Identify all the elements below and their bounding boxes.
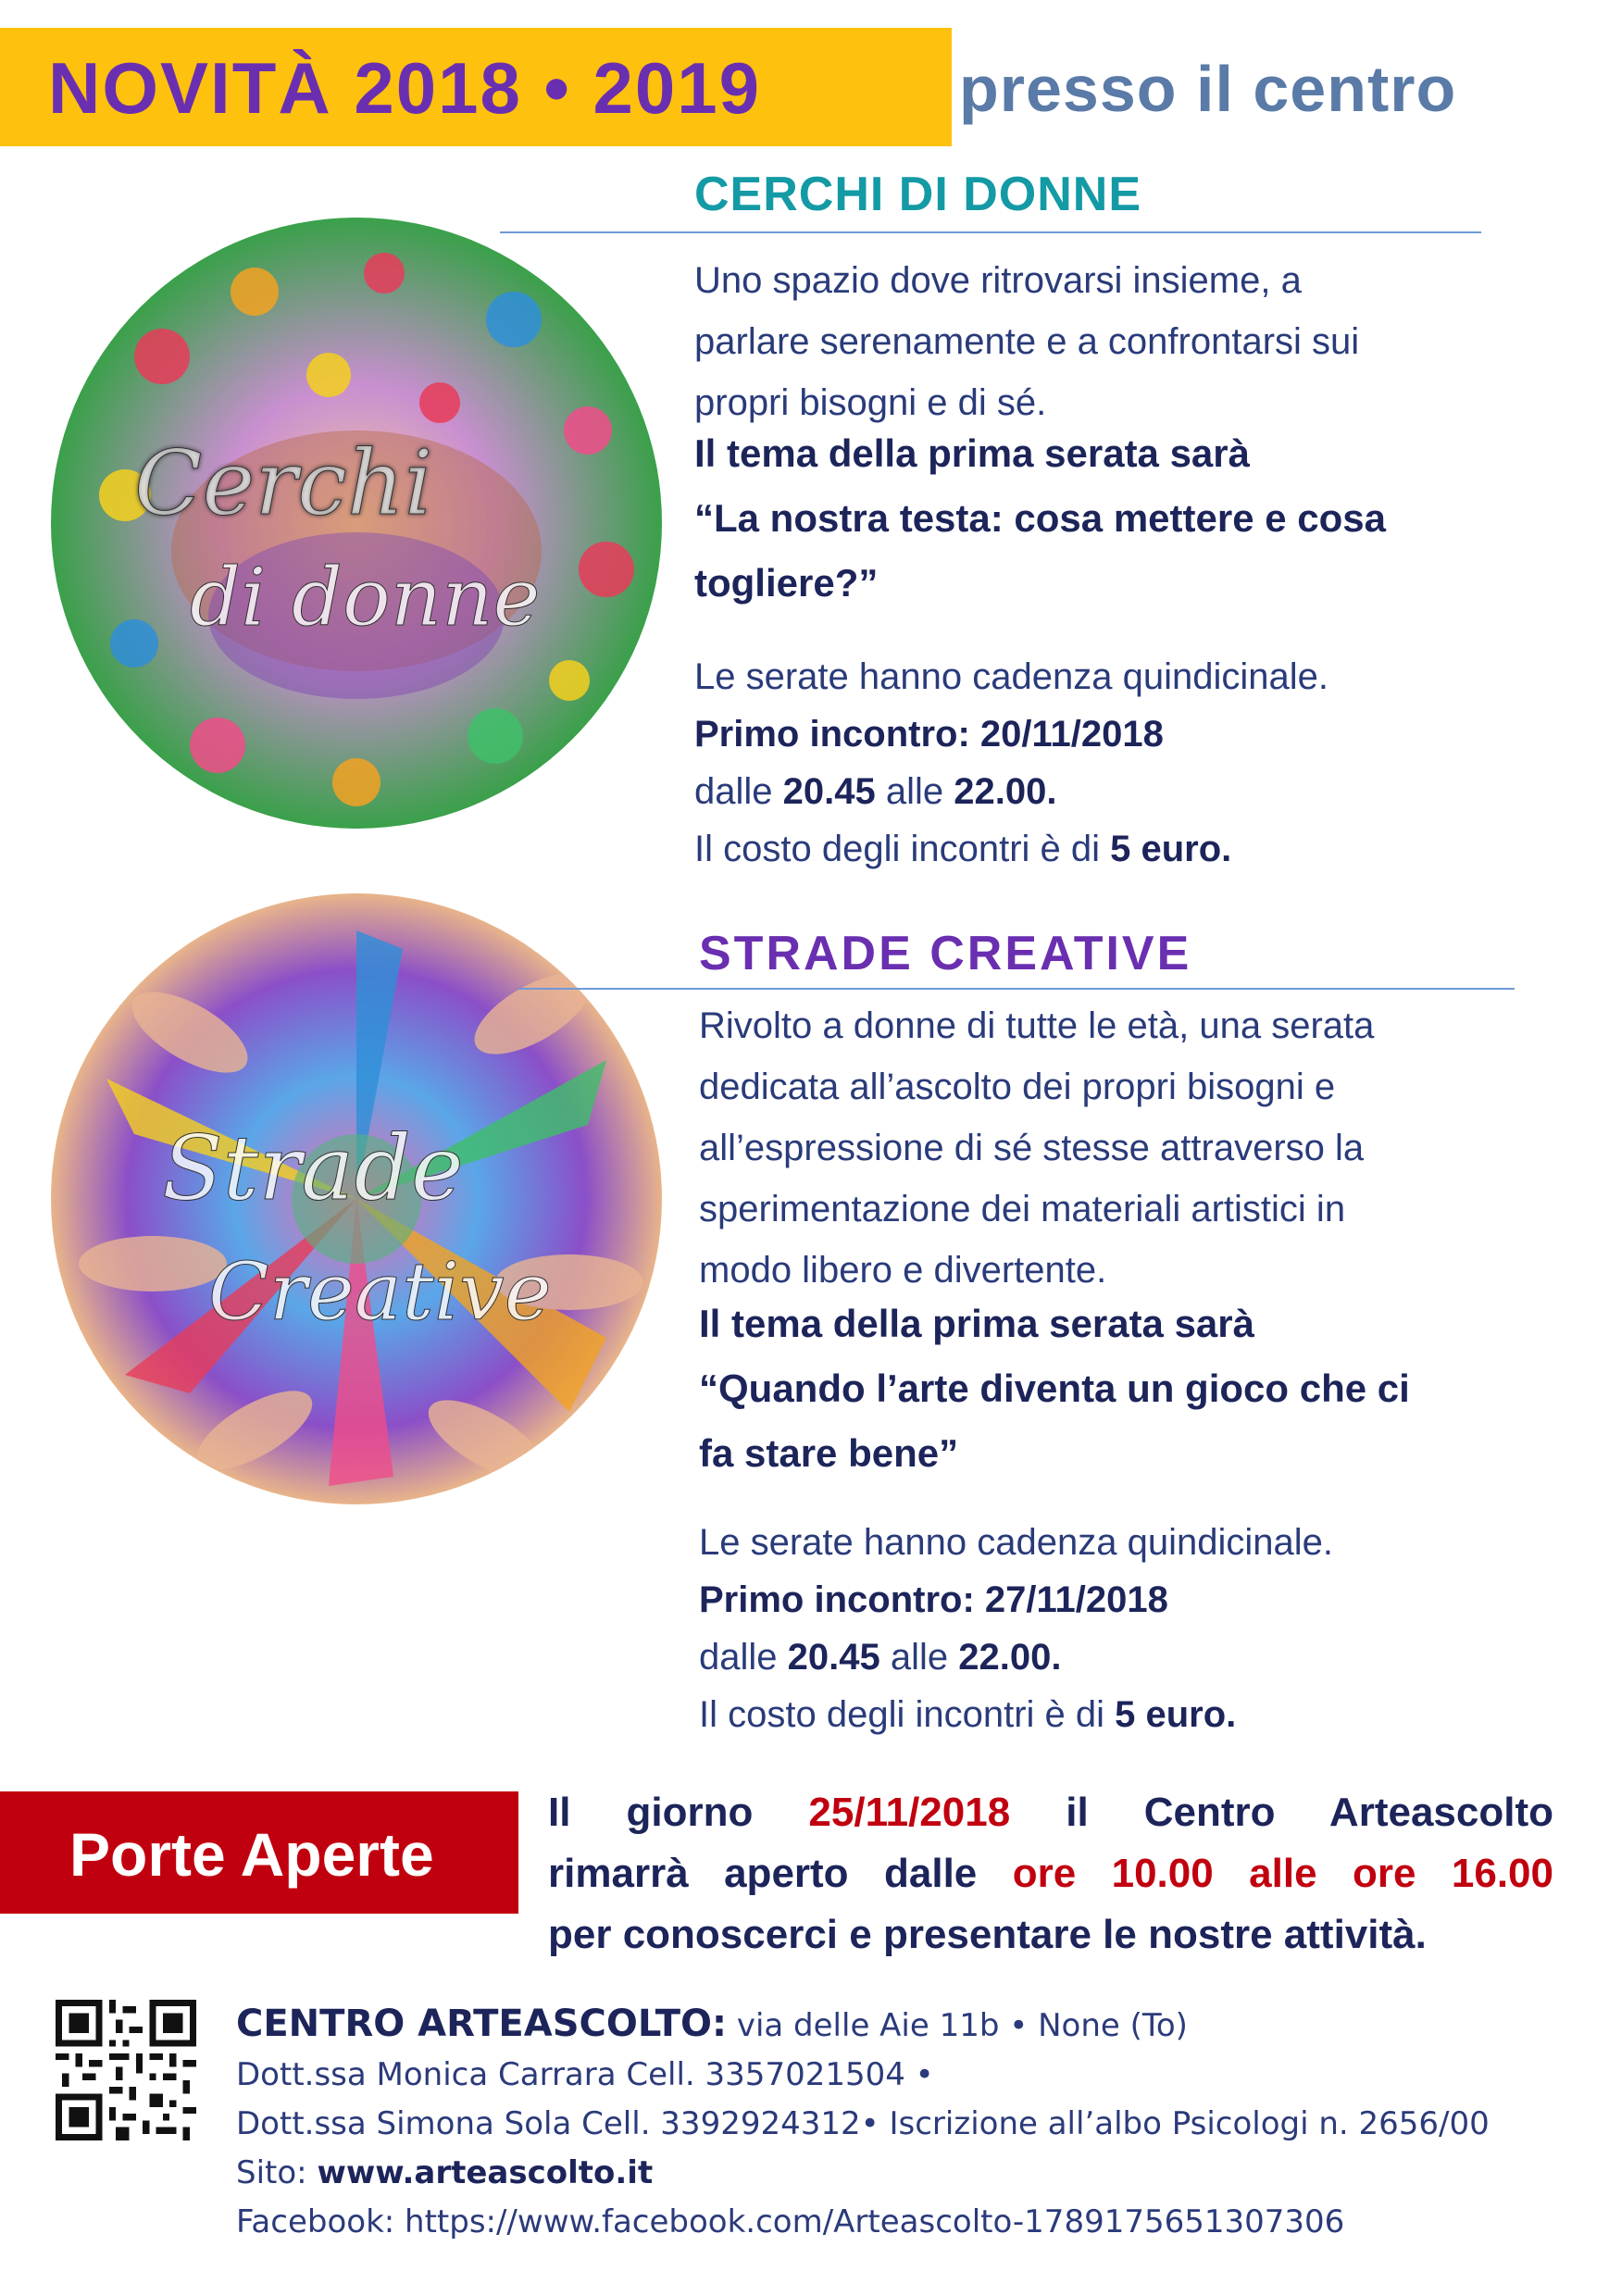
- cerchi-cadence: Le serate hanno cadenza quindicinale.: [694, 656, 1328, 697]
- header-title: NOVITÀ 2018 • 2019: [48, 47, 762, 129]
- strade-time-from: 20.45: [787, 1637, 880, 1678]
- strade-time: [699, 1628, 1333, 1686]
- svg-text:Strade: Strade: [162, 1117, 464, 1220]
- cerchi-di-donne-image: [51, 218, 662, 829]
- centre-address: via delle Aie 11b • None (To): [736, 2007, 1188, 2044]
- cerchi-theme: [694, 421, 1386, 616]
- cerchi-description: [694, 250, 1359, 433]
- porte-line-2: [548, 1843, 1553, 1904]
- strade-cadence: Le serate hanno cadenza quindicinale.: [699, 1522, 1333, 1563]
- porte-hours: ore 10.00 alle ore 16.00: [1012, 1851, 1553, 1896]
- site-line: [236, 2149, 1490, 2198]
- header-subtitle: presso il centro: [959, 53, 1457, 125]
- porte-t1: Il giorno: [548, 1790, 754, 1835]
- strade-theme-line: fa stare bene”: [699, 1431, 959, 1475]
- strade-title: STRADE CREATIVE: [699, 927, 1192, 980]
- strade-theme-line: Il tema della prima serata sarà: [699, 1302, 1254, 1345]
- porte-t2: il Centro Arteascolto: [1066, 1790, 1553, 1835]
- cerchi-info: [694, 648, 1328, 878]
- facebook-link[interactable]: Facebook: https://www.facebook.com/Arteascolto-1789175651307306: [236, 2203, 1345, 2240]
- porte-line-3: per conoscerci e presentare le nostre attività.: [548, 1912, 1427, 1957]
- site-label: Sito:: [236, 2154, 307, 2191]
- strade-info: [699, 1514, 1333, 1743]
- site-link[interactable]: www.arteascolto.it: [317, 2154, 654, 2191]
- strade-first-meeting: [699, 1571, 1333, 1628]
- svg-text:Creative: Creative: [208, 1246, 552, 1339]
- strade-desc-line: all’espressione di sé stesse attraverso la: [699, 1128, 1365, 1168]
- cerchi-desc-line: Uno spazio dove ritrovarsi insieme, a: [694, 260, 1302, 301]
- cerchi-first-date: 20/11/2018: [979, 714, 1164, 755]
- strade-time-from-label: dalle: [699, 1637, 778, 1678]
- porte-t3: rimarrà aperto dalle: [548, 1851, 978, 1896]
- footer-name-line: [236, 2000, 1490, 2051]
- strade-creative-image: [51, 893, 662, 1504]
- strade-cost: [699, 1686, 1333, 1743]
- strade-theme-line: “Quando l’arte diventa un gioco che ci: [699, 1366, 1410, 1410]
- cerchi-cost-value: 5 euro.: [1110, 829, 1232, 869]
- porte-line-1: [548, 1782, 1553, 1843]
- cerchi-theme-line: togliere?”: [694, 561, 879, 605]
- strade-divider: [518, 988, 1515, 990]
- contact-sola: Dott.ssa Simona Sola Cell. 3392924312• Iscrizione all’albo Psicologi n. 2656/00: [236, 2105, 1490, 2142]
- cerchi-title: CERCHI DI DONNE: [694, 168, 1142, 221]
- cerchi-theme-line: Il tema della prima serata sarà: [694, 431, 1250, 475]
- svg-text:di donne: di donne: [190, 552, 541, 644]
- porte-date: 25/11/2018: [808, 1790, 1011, 1835]
- strade-first-date: 27/11/2018: [984, 1579, 1168, 1620]
- cerchi-time-to: 22.00.: [954, 771, 1057, 812]
- cerchi-cost: [694, 820, 1328, 878]
- strade-cost-value: 5 euro.: [1115, 1694, 1237, 1735]
- strade-desc-line: modo libero e divertente.: [699, 1250, 1107, 1291]
- strade-description: [699, 995, 1374, 1301]
- contact-carrara: Dott.ssa Monica Carrara Cell. 3357021504 •: [236, 2056, 934, 2093]
- strade-first-label: Primo incontro:: [699, 1579, 975, 1620]
- cerchi-first-meeting: [694, 705, 1328, 763]
- cerchi-time: [694, 763, 1328, 820]
- cerchi-time-from: 20.45: [782, 771, 876, 812]
- cerchi-time-from-label: dalle: [694, 771, 773, 812]
- cerchi-desc-line: propri bisogni e di sé.: [694, 382, 1047, 423]
- cerchi-time-to-label: alle: [885, 771, 944, 812]
- cerchi-divider: [500, 231, 1481, 233]
- cerchi-desc-line: parlare serenamente e a confrontarsi sui: [694, 321, 1360, 362]
- porte-aperte-label: Porte Aperte: [69, 1820, 434, 1889]
- centre-name: CENTRO ARTEASCOLTO:: [236, 2003, 728, 2045]
- cerchi-theme-line: “La nostra testa: cosa mettere e cosa: [694, 496, 1386, 540]
- strade-desc-line: sperimentazione dei materiali artistici in: [699, 1189, 1346, 1229]
- strade-time-to-label: alle: [890, 1637, 949, 1678]
- strade-time-to: 22.00.: [958, 1637, 1062, 1678]
- svg-text:Cerchi: Cerchi: [134, 431, 433, 535]
- strade-desc-line: Rivolto a donne di tutte le età, una serata: [699, 1005, 1375, 1046]
- strade-desc-line: dedicata all’ascolto dei propri bisogni e: [699, 1067, 1336, 1107]
- strade-cost-label: Il costo degli incontri è di: [699, 1694, 1105, 1735]
- porte-aperte-text: [548, 1782, 1553, 1965]
- qr-code-icon[interactable]: [56, 2000, 196, 2140]
- footer-contacts: [236, 2000, 1490, 2247]
- cerchi-cost-label: Il costo degli incontri è di: [694, 829, 1101, 869]
- cerchi-first-label: Primo incontro:: [694, 714, 970, 755]
- strade-theme: [699, 1292, 1410, 1486]
